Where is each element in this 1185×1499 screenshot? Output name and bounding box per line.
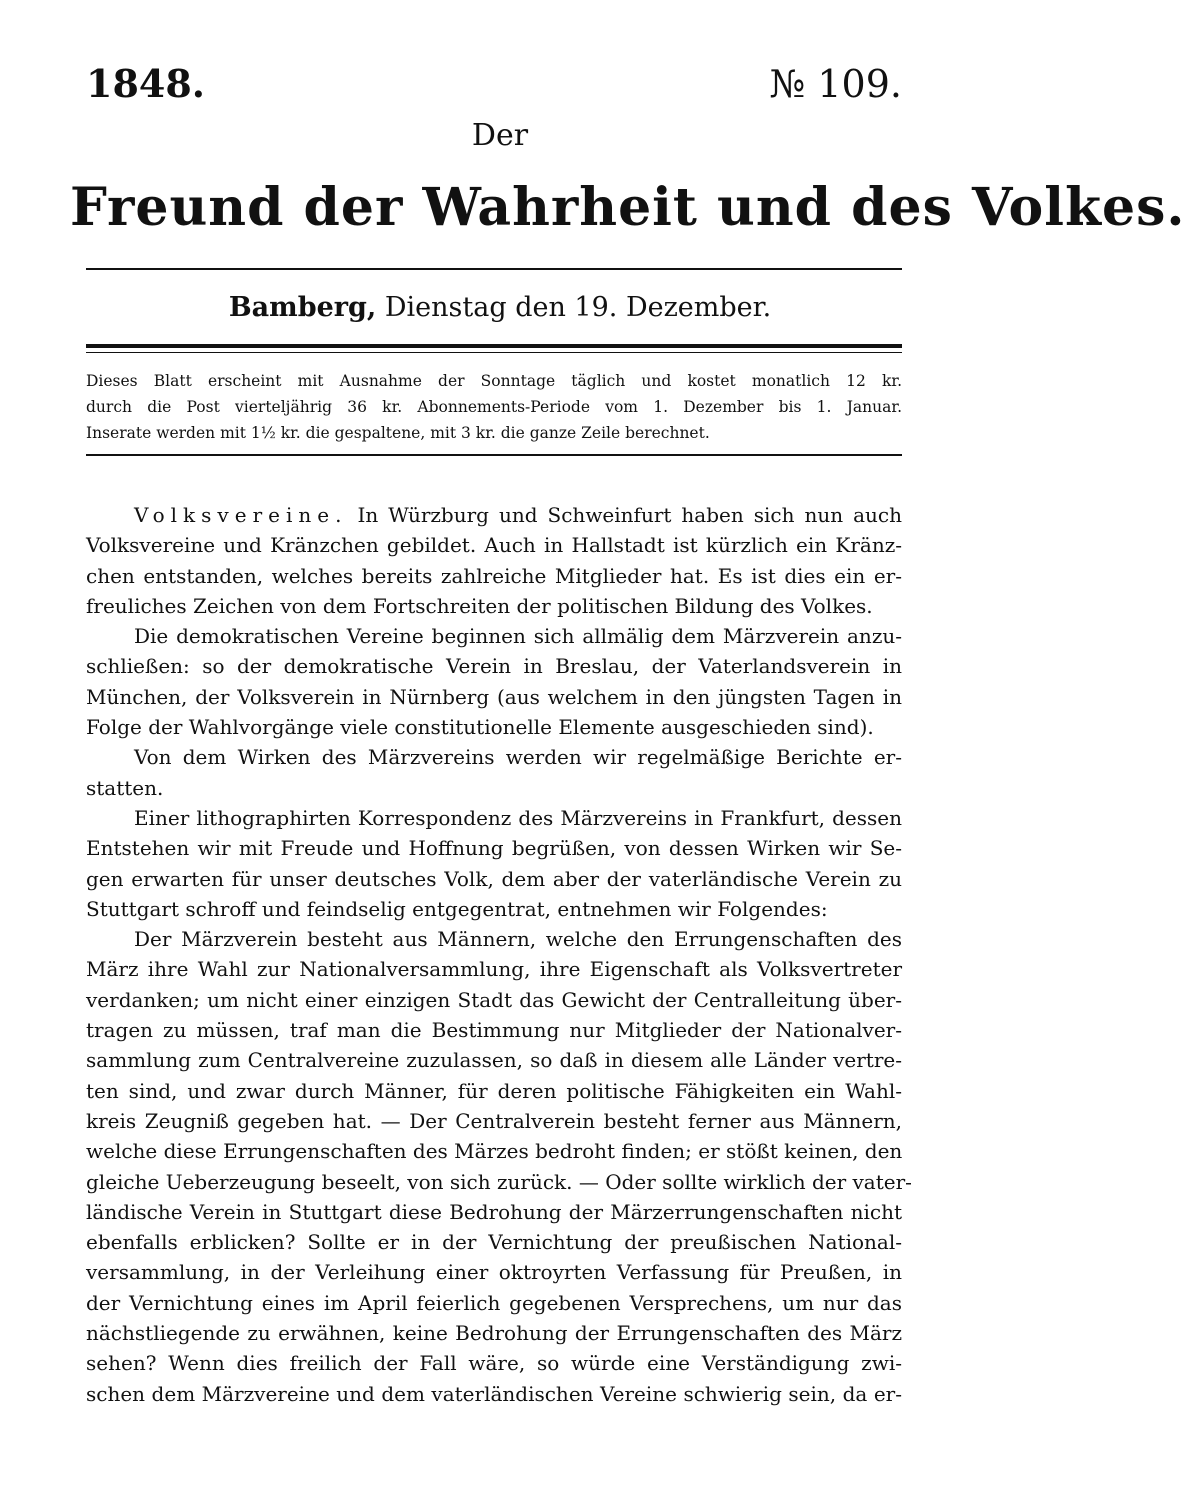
dateline (0, 288, 1000, 328)
article-line: Die demokratischen Vereine beginnen sich allmälig dem Märzverein anzu- (134, 624, 902, 649)
article-line: versammlung, in der Verleihung einer oktroyrten Verfassung für Preußen, in (86, 1260, 902, 1285)
article-line: Einer lithographirten Korrespondenz des Märzvereins in Frankfurt, dessen (134, 805, 902, 830)
article-line: März ihre Wahl zur Nationalversammlung, ihre Eigenschaft als Volksvertreter (86, 957, 902, 982)
article-line: schen dem Märzvereine und dem vaterländischen Vereine schwierig sein, da er- (86, 1381, 902, 1406)
article-line: welche diese Errungenschaften des Märzes bedroht finden; er stößt keinen, den (86, 1139, 903, 1164)
article-line: chen entstanden, welches bereits zahlreiche Mitglieder hat. Es ist dies ein er- (86, 563, 902, 588)
rule-divider (86, 344, 902, 348)
article-line: Von dem Wirken des Märzvereins werden wir regelmäßige Berichte er- (134, 745, 902, 770)
rule-divider (86, 454, 902, 456)
article-line: der Vernichtung eines im April feierlich gegebenen Versprechens, um nur das (86, 1290, 902, 1315)
article-line-text: In Würzburg und Schweinfurt haben sich nun auch (357, 503, 902, 527)
dateline-place: Bamberg, (228, 292, 377, 323)
article-line: sammlung zum Centralvereine zuzulassen, so daß in diesem alle Länder vertre- (86, 1048, 902, 1073)
article-line: gen erwarten für unser deutsches Volk, dem aber der vaterländische Verein zu (86, 866, 902, 891)
year: 1848. (86, 61, 205, 106)
article-line: nächstliegende zu erwähnen, keine Bedrohung der Errungenschaften des März (86, 1321, 902, 1346)
dateline-date: Dienstag den 19. Dezember. (384, 292, 772, 323)
newspaper-title: Freund der Wahrheit und des Volkes. (70, 177, 1185, 238)
notice-line: durch die Post vierteljährig 36 kr. Abonnements-Periode vom 1. Dezember bis 1. Januar. (86, 398, 902, 416)
subscription-notice (86, 368, 902, 446)
article-line: schließen: so der demokratische Verein in Breslau, der Vaterlandsverein in (86, 654, 902, 679)
article-line: gleiche Ueberzeugung beseelt, von sich zurück. — Oder sollte wirklich der vater- (86, 1169, 912, 1194)
article-line (86, 500, 902, 530)
title-article: Der (471, 118, 529, 153)
article-line: kreis Zeugniß gegeben hat. — Der Centralverein besteht ferner aus Männern, (86, 1108, 902, 1133)
article-line: ten sind, und zwar durch Männer, für deren politische Fähigkeiten ein Wahl- (86, 1078, 902, 1103)
article-line: verdanken; um nicht einer einzigen Stadt das Gewicht der Centralleitung über- (86, 987, 902, 1012)
article-line: tragen zu müssen, traf man die Bestimmung nur Mitglieder der Nationalver- (86, 1018, 902, 1043)
article-line: Entstehen wir mit Freude und Hoffnung begrüßen, von dessen Wirken wir Se- (86, 836, 902, 861)
article-line: Stuttgart schroff und feindselig entgegentrat, entnehmen wir Folgendes: (86, 896, 828, 921)
article-line: München, der Volksverein in Nürnberg (aus welchem in den jüngsten Tagen in (86, 684, 902, 709)
article-line: Volksvereine und Kränzchen gebildet. Auch in Hallstadt ist kürzlich ein Kränz- (86, 533, 902, 558)
article-line: freuliches Zeichen von dem Fortschreiten der politischen Bildung des Volkes. (86, 593, 873, 618)
rule-divider (86, 268, 902, 270)
article-line: ebenfalls erblicken? Sollte er in der Vernichtung der preußischen National- (86, 1230, 902, 1255)
article-line: sehen? Wenn dies freilich der Fall wäre, so würde eine Verständigung zwi- (86, 1351, 902, 1376)
article-line: Der Märzverein besteht aus Männern, welche den Errungenschaften des (134, 927, 902, 952)
article-body (86, 500, 912, 1409)
issue-number: № 109. (769, 62, 902, 106)
article-heading: Volksvereine. (134, 503, 348, 527)
article-line: ländische Verein in Stuttgart diese Bedrohung der Märzerrungenschaften nicht (86, 1199, 902, 1224)
notice-line: Dieses Blatt erscheint mit Ausnahme der Sonntage täglich und kostet monatlich 12 kr. (86, 372, 902, 390)
rule-divider (86, 352, 902, 353)
masthead-row (86, 60, 902, 108)
article-line: statten. (86, 775, 164, 800)
notice-line: Inserate werden mit 1½ kr. die gespaltene, mit 3 kr. die ganze Zeile berechnet. (86, 424, 710, 442)
article-line: Folge der Wahlvorgänge viele constitutionelle Elemente ausgeschieden sind). (86, 715, 874, 740)
